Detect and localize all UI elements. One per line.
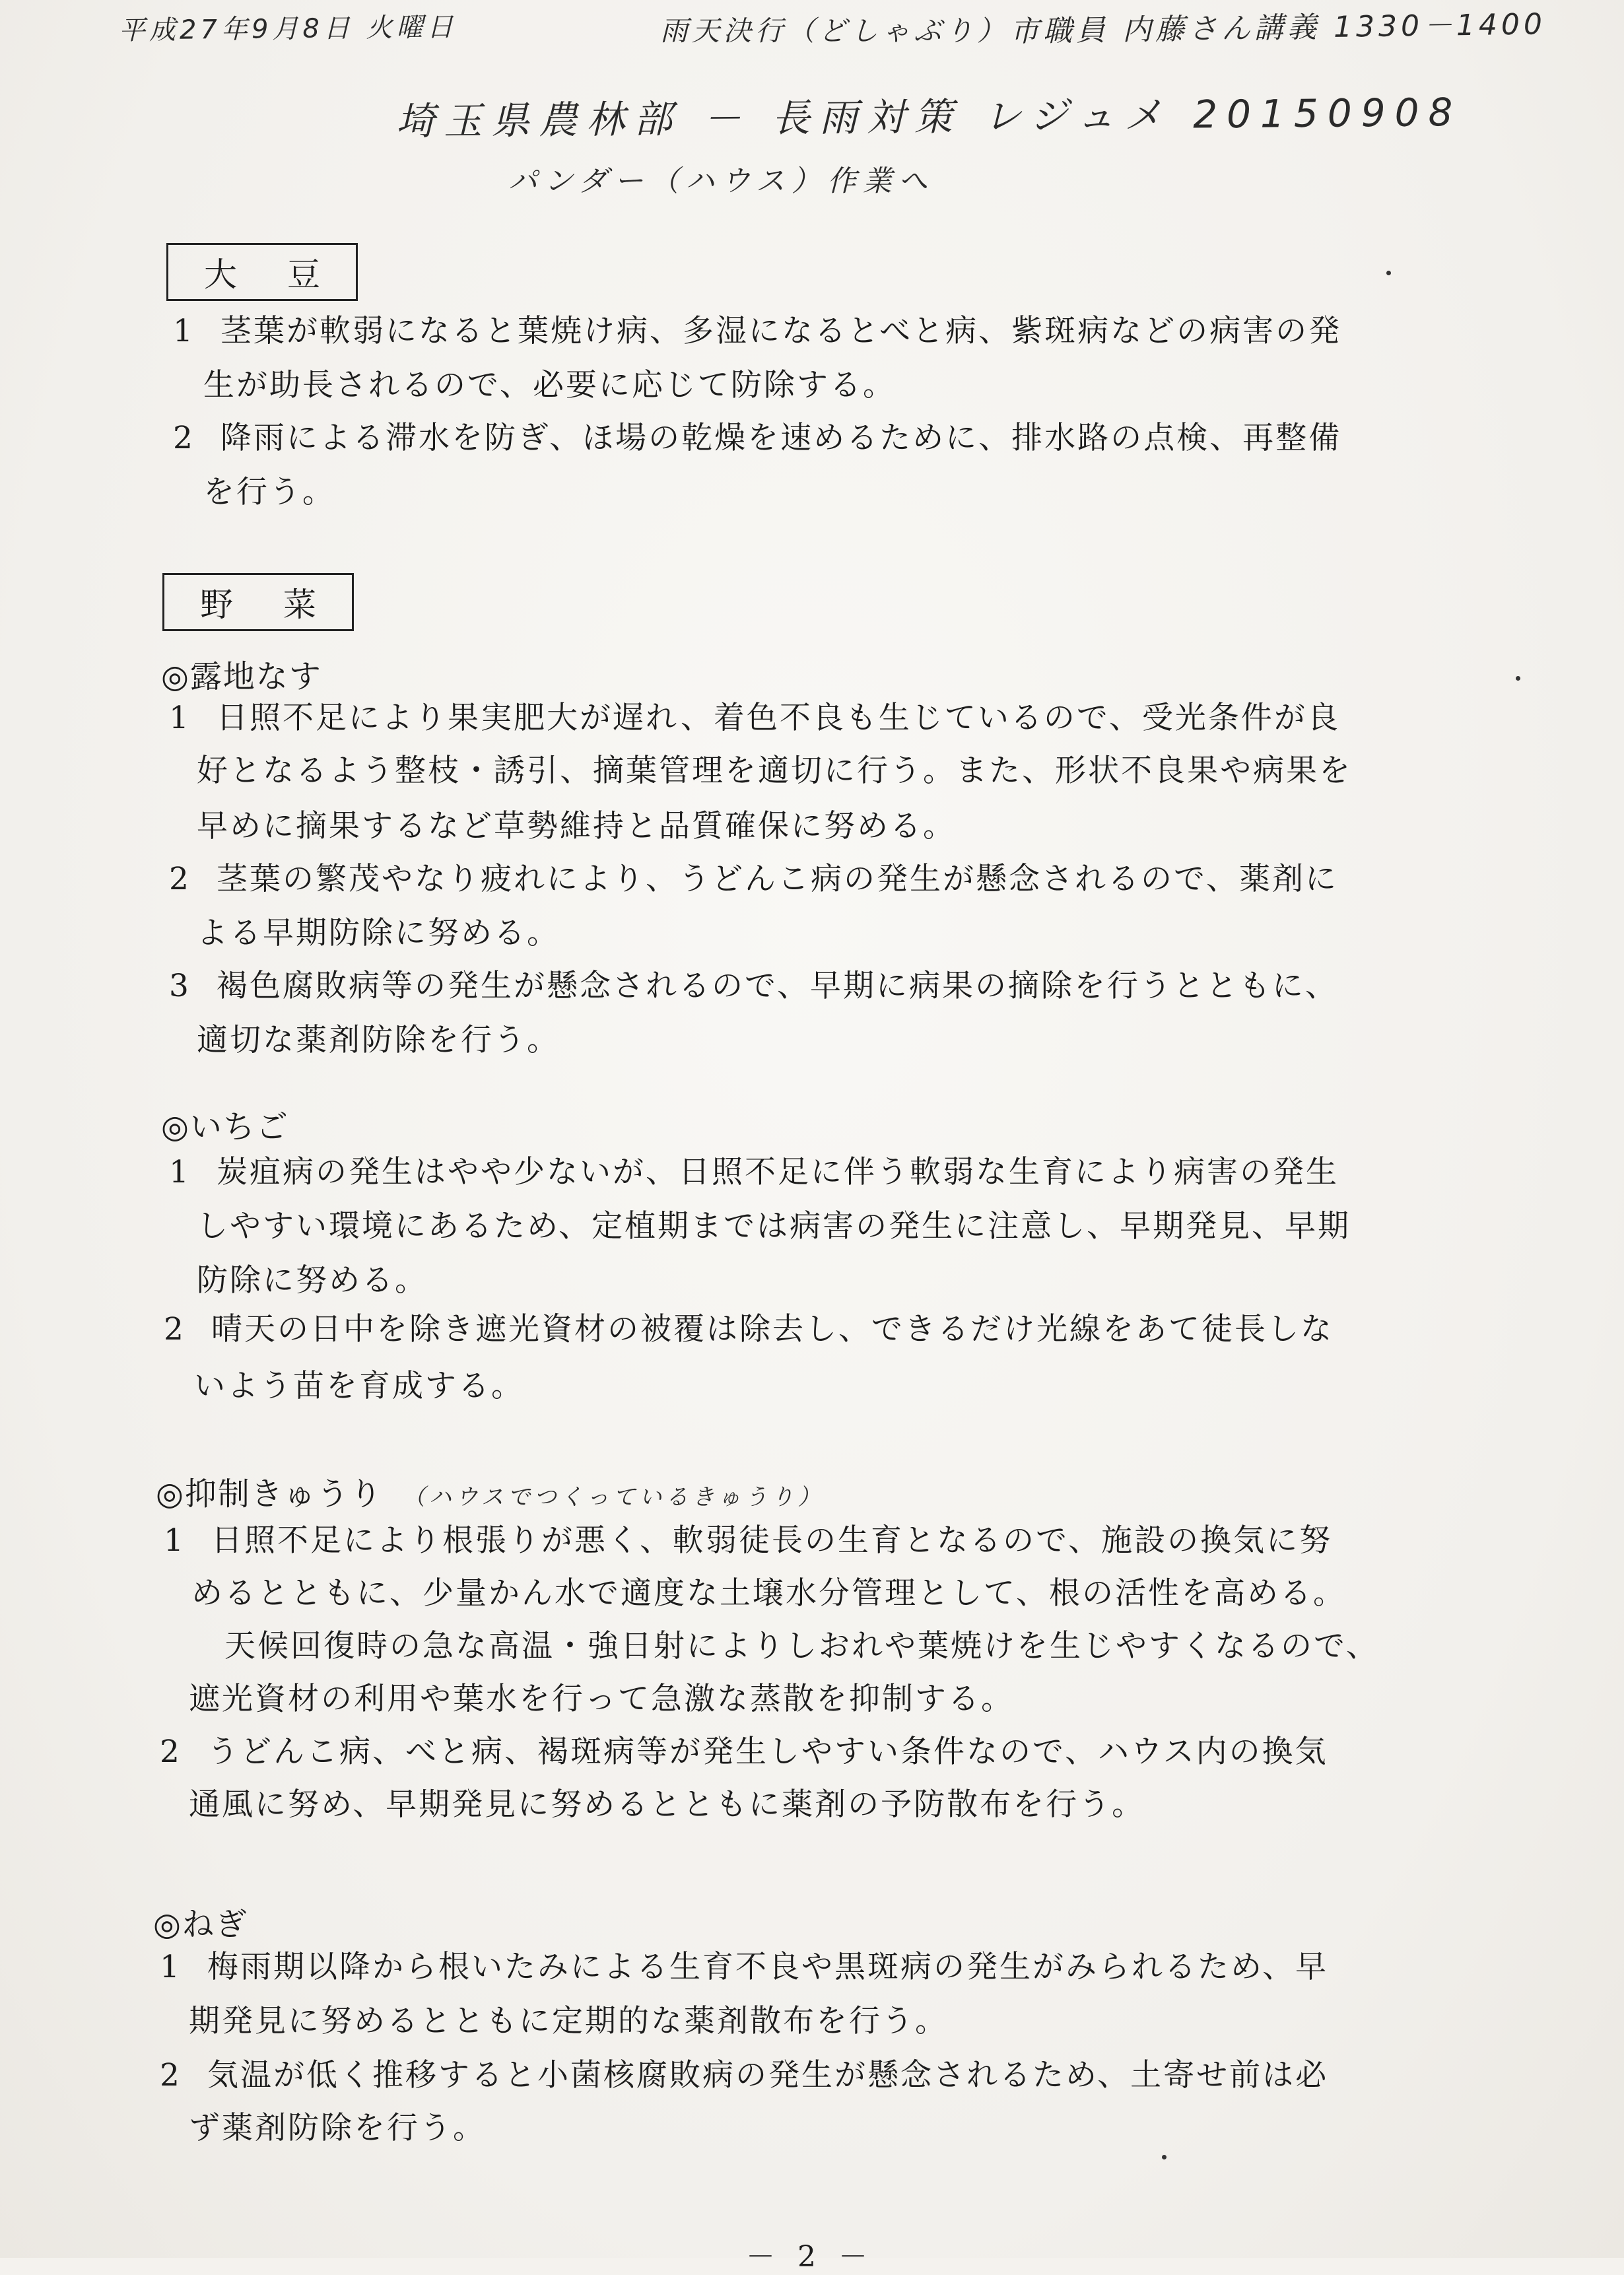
item-text: よる早期防除に努める。 [197,915,560,951]
cucumber-item-2-line-2 [189,1786,1145,1823]
eggplant-item-3-line-1 [169,970,1338,1002]
item-text: いよう苗を育成する。 [194,1368,524,1404]
handwritten-document-title: 埼玉県農林部 － 長雨対策 レジュメ 20150908 [395,89,1462,145]
item-text: 通風に努め、早期発見に努めるとともに薬剤の予防散布を行う。 [189,1786,1145,1823]
leek-item-1-line-1 [160,1949,1329,1985]
item-text: 降雨による滞水を防ぎ、ほ場の乾燥を速めるために、排水路の点検、再整備 [220,420,1342,456]
item-number: 3 [169,968,191,1004]
item-number: 1 [173,313,195,349]
item-text: 天候回復時の急な高温・強日射によりしおれや葉焼けを生じやすくなるので、 [191,1628,1380,1664]
item-text: 梅雨期以降から根いたみによる生育不良や黒斑病の発生がみられるため、早 [207,1949,1329,1985]
section-heading-soybean: 大 豆 [166,243,358,301]
item-text: 期発見に努めるとともに定期的な薬剤散布を行う。 [189,2003,948,2039]
item-text: 遮光資材の利用や葉水を行って急激な蒸散を抑制する。 [189,1681,1014,1717]
item-text: 早めに摘果するなど草勢維持と品質確保に努める。 [197,808,956,844]
handwritten-work-note: パンダー（ハウス）作業へ [508,164,934,198]
soy-item-2-line-2 [203,474,335,510]
eggplant-item-1-line-1 [169,700,1340,736]
item-text: 褐色腐敗病等の発生が懸念されるので、早期に病果の摘除を行うとともに、 [217,968,1339,1004]
soy-item-1-line-2 [203,367,897,403]
eggplant-item-3-line-2 [197,1022,560,1058]
eggplant-item-2-line-2 [197,915,560,951]
eggplant-item-2-line-1 [169,861,1339,897]
scan-speck [1516,676,1520,681]
strawberry-item-1-line-1 [169,1154,1339,1190]
item-number: 1 [169,700,191,736]
item-text: 炭疽病の発生はやや少ないが、日照不足に伴う軟弱な生育により病害の発生 [217,1154,1339,1190]
strawberry-item-1-line-3 [197,1262,428,1299]
item-text: 日照不足により果実肥大が遅れ、着色不良も生じているので、受光条件が良 [217,700,1340,736]
strawberry-item-2-line-2 [194,1368,524,1404]
cucumber-item-1-line-1 [164,1522,1333,1559]
item-text: 好となるよう整枝・誘引、摘葉管理を適切に行う。また、形状不良果や病果を [197,753,1352,789]
eggplant-item-1-line-2 [197,753,1352,789]
subsection-title-eggplant: ◎露地なす [161,658,322,695]
item-text: 防除に努める。 [197,1262,428,1299]
item-number: 1 [160,1949,182,1985]
cucumber-item-2-line-1 [160,1734,1328,1770]
subsection-title-leek: ◎ねぎ [153,1906,248,1943]
soy-item-2-line-1 [173,420,1342,456]
soy-item-1-line-1 [173,313,1342,349]
leek-item-2-line-2 [189,2110,486,2146]
item-text: 適切な薬剤防除を行う。 [197,1022,560,1058]
item-text: を行う。 [203,474,335,510]
item-text: めるとともに、少量かん水で適度な土壌水分管理として、根の活性を高める。 [191,1575,1347,1612]
handwritten-cucumber-note: （ハウスでつくっているきゅうり） [402,1484,825,1511]
strawberry-item-1-line-2 [197,1208,1351,1244]
leek-item-2-line-1 [160,2057,1329,2093]
subsection-title-text: ◎抑制きゅうり [156,1476,383,1512]
cucumber-item-1-line-3 [191,1628,1380,1664]
item-number: 1 [164,1522,186,1559]
item-number: 1 [169,1154,191,1190]
item-text: 晴天の日中を除き遮光資材の被覆は除去し、できるだけ光線をあて徒長しな [211,1311,1334,1347]
item-text: ず薬剤防除を行う。 [189,2110,486,2146]
item-number: 2 [169,861,191,897]
item-text: 茎葉の繁茂やなり疲れにより、うどんこ病の発生が懸念されるので、薬剤に [217,861,1339,897]
item-number: 2 [160,1734,182,1770]
item-number: 2 [164,1311,186,1347]
item-text: 気温が低く推移すると小菌核腐敗病の発生が懸念されるため、土寄せ前は必 [207,2057,1329,2093]
item-text: うどんこ病、べと病、褐斑病等が発生しやすい条件なので、ハウス内の換気 [207,1734,1328,1770]
item-text: 茎葉が軟弱になると葉焼け病、多湿になるとべと病、紫斑病などの病害の発 [220,313,1342,349]
item-number: 2 [160,2057,182,2093]
cucumber-item-1-line-2 [191,1575,1347,1612]
subsection-title-cucumber [156,1468,824,1514]
scan-speck [1162,2155,1167,2159]
cucumber-item-1-line-4 [189,1683,1014,1715]
eggplant-item-1-line-3 [197,808,956,844]
handwritten-date: 平成27年9月8日 火曜日 [118,12,457,46]
item-text: 日照不足により根張りが悪く、軟弱徒長の生育となるので、施設の換気に努 [211,1522,1333,1559]
strawberry-item-2-line-1 [164,1311,1334,1347]
leek-item-1-line-2 [189,2003,948,2039]
item-number: 2 [173,420,195,456]
handwritten-lecturer-note: 市職員 内藤さん講義 1330－1400 [1009,7,1547,49]
section-heading-vegetables: 野 菜 [162,573,354,631]
handwritten-weather-note: 雨天決行（どしゃぶり） [660,15,1009,47]
item-text: 生が助長されるので、必要に応じて防除する。 [203,367,897,403]
page-number: － 2 － [746,2240,874,2274]
scan-speck [1386,271,1391,275]
item-text: しやすい環境にあるため、定植期までは病害の発生に注意し、早期発見、早期 [197,1208,1351,1244]
subsection-title-strawberry: ◎いちご [161,1108,289,1145]
